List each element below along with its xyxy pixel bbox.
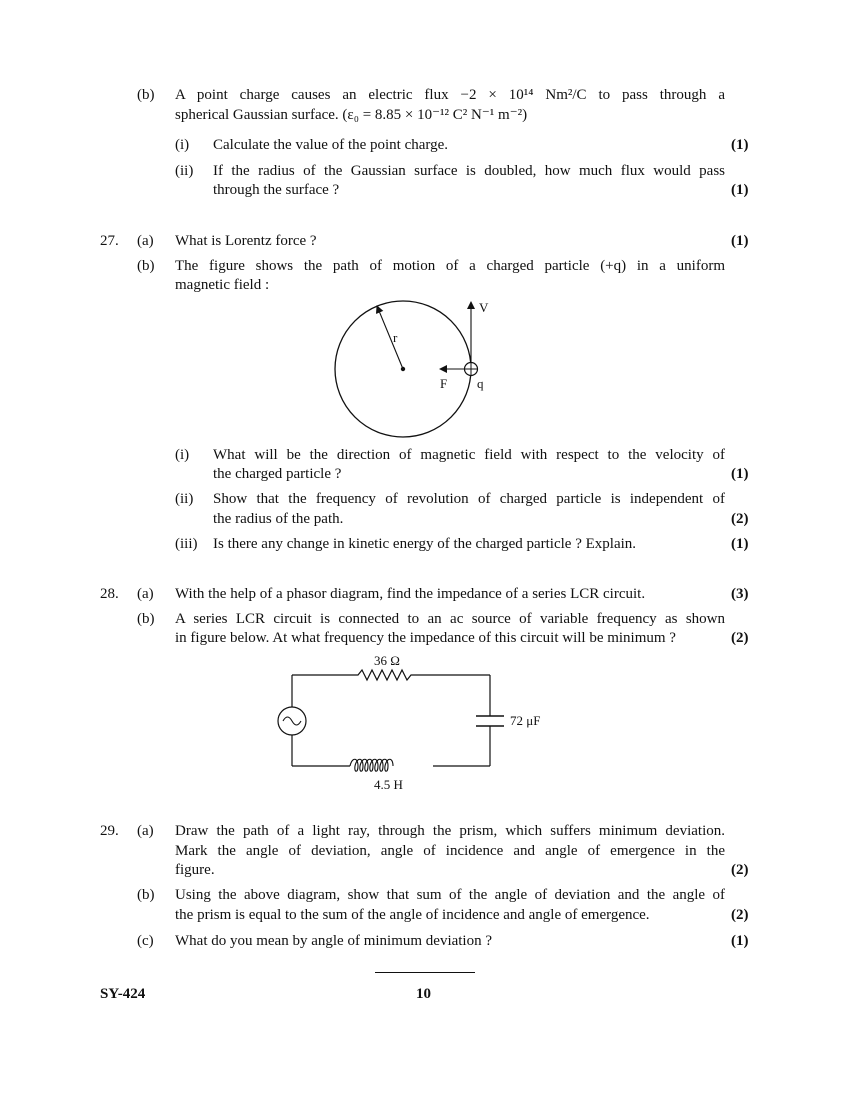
velocity-label: V [479, 300, 489, 315]
q27b-i-marks: (1) [731, 466, 749, 482]
q28a-label: (a) [137, 586, 154, 602]
q28a-text: With the help of a phasor diagram, find the impedance of a series LCR circuit. [175, 586, 646, 602]
footer-rule [375, 972, 475, 973]
q29a-line3: figure. [175, 862, 215, 878]
radius-label: r [393, 330, 398, 345]
q27-number: 27. [100, 233, 119, 249]
radius-arrow [377, 306, 403, 369]
q29-number: 29. [100, 823, 119, 839]
q26b-ii-label: (ii) [175, 163, 194, 179]
q26b-i-text: Calculate the value of the point charge. [213, 137, 449, 153]
q26b-ii-line1: If the radius of the Gaussian surface is doubled, how much flux would pass [213, 163, 725, 179]
q29c-label: (c) [137, 933, 154, 949]
lcr-circuit-figure [270, 650, 560, 800]
inductor-label: 4.5 H [374, 777, 403, 792]
q28b-marks: (2) [731, 630, 749, 646]
force-label: F [440, 376, 448, 391]
q29b-label: (b) [137, 887, 155, 903]
q27b-i-line1: What will be the direction of magnetic field with respect to the velocity of [213, 447, 725, 463]
q26b-line1: A point charge causes an electric flux −2 × 10¹⁴ Nm²/C to pass through a [175, 87, 725, 103]
q27b-line1: The figure shows the path of motion of a charged particle (+q) in a uniform [175, 258, 725, 274]
q27b-ii-marks: (2) [731, 511, 749, 527]
q27b-iii-marks: (1) [731, 536, 749, 552]
q28-number: 28. [100, 586, 119, 602]
q29a-line2: Mark the angle of deviation, angle of incidence and angle of emergence in the [175, 843, 725, 859]
page-number: 10 [416, 986, 431, 1002]
q27b-iii-text: Is there any change in kinetic energy of the charged particle ? Explain. [213, 536, 637, 552]
q26b-label: (b) [137, 87, 155, 103]
q26b-ii-marks: (1) [731, 182, 749, 198]
resistor-label: 36 Ω [374, 653, 400, 668]
q27b-i-label: (i) [175, 447, 190, 463]
q29b-line2: the prism is equal to the sum of the angle of incidence and angle of emergence. [175, 907, 650, 923]
q28a-marks: (3) [731, 586, 749, 602]
q27b-iii-label: (iii) [175, 536, 198, 552]
paper-code: SY-424 [100, 986, 146, 1002]
q29c-text: What do you mean by angle of minimum deviation ? [175, 933, 493, 949]
q27b-ii-line1: Show that the frequency of revolution of charged particle is independent of [213, 491, 725, 507]
q27a-label: (a) [137, 233, 154, 249]
q28b-line2: in figure below. At what frequency the impedance of this circuit will be minimum ? [175, 630, 676, 646]
q27b-ii-label: (ii) [175, 491, 194, 507]
q29c-marks: (1) [731, 933, 749, 949]
q26b-ii-line2: through the surface ? [213, 182, 340, 198]
q27a-text: What is Lorentz force ? [175, 233, 317, 249]
q26b-i-label: (i) [175, 137, 190, 153]
charged-particle-figure [320, 290, 520, 446]
q28b-line1: A series LCR circuit is connected to an ac source of variable frequency as shown [175, 611, 725, 627]
q29a-line1: Draw the path of a light ray, through the prism, which suffers minimum deviation. [175, 823, 725, 839]
q29b-marks: (2) [731, 907, 749, 923]
q28b-label: (b) [137, 611, 155, 627]
capacitor-label: 72 μF [510, 713, 541, 728]
q29b-line1: Using the above diagram, show that sum of the angle of deviation and the angle of [175, 887, 725, 903]
resistor [292, 670, 490, 680]
q27b-label: (b) [137, 258, 155, 274]
q26b-i-marks: (1) [731, 137, 749, 153]
q26b-line2: spherical Gaussian surface. (ε₀ = 8.85 × 10⁻¹² C² N⁻¹ m⁻²) [175, 107, 528, 123]
q29a-label: (a) [137, 823, 154, 839]
q27b-ii-line2: the radius of the path. [213, 511, 344, 527]
charge-label: q [477, 376, 484, 391]
q27a-marks: (1) [731, 233, 749, 249]
q29a-marks: (2) [731, 862, 749, 878]
inductor [350, 759, 393, 771]
q27b-i-line2: the charged particle ? [213, 466, 342, 482]
q27b-line2: magnetic field : [175, 277, 270, 293]
